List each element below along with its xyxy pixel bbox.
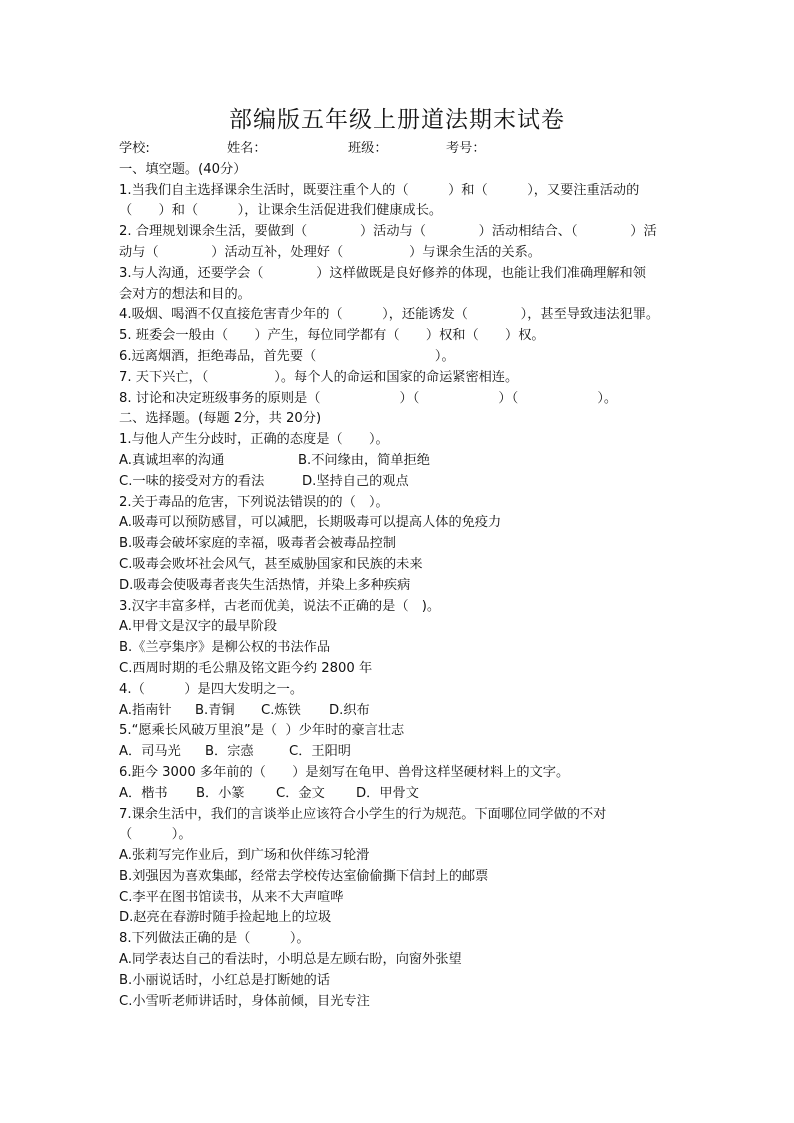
class-label: 班级： — [348, 141, 388, 156]
question-5-options — [119, 742, 679, 763]
option-d: D.坚持自己的观点 — [302, 473, 409, 489]
page-title: 部编版五年级上册道法期末试卷 — [229, 107, 565, 133]
option-b: B.小丽说话时，小红总是打断她的话 — [119, 972, 331, 988]
fill-line: 会对方的想法和目的。 — [119, 286, 251, 302]
question-1-options-cd — [119, 472, 679, 493]
option-d: D．甲骨文 — [356, 785, 419, 801]
option-c: C.吸毒会败坏社会风气，甚至威胁国家和民族的未来 — [119, 556, 423, 572]
option-b: B.青铜 — [195, 702, 235, 718]
question-4-stem: 4.（ ）是四大发明之一。 — [119, 681, 304, 697]
option-b: B.《兰亭集序》是柳公权的书法作品 — [119, 640, 331, 656]
exam-content — [119, 139, 679, 1012]
question-1-stem: 1.与他人产生分歧时，正确的态度是（ ）。 — [119, 432, 389, 448]
question-4-options — [119, 701, 679, 722]
option-a: A．楷书 — [119, 785, 168, 801]
option-a: A.同学表达自己的看法时，小明总是左顾右盼，向窗外张望 — [119, 952, 462, 968]
option-a: A.真诚坦率的沟通 — [119, 452, 225, 468]
fill-line: 6.远离烟酒，拒绝毒品，首先要（ ）。 — [119, 348, 455, 364]
question-6-options — [119, 784, 679, 805]
question-8-stem: 8.下列做法正确的是（ ）。 — [119, 931, 310, 947]
option-c: C.李平在图书馆读书，从来不大声喧哗 — [119, 889, 344, 905]
option-c: C.炼铁 — [261, 702, 301, 718]
question-6-stem: 6.距今 3000 多年前的（ ）是刻写在龟甲、兽骨这样坚硬材料上的文字。 — [119, 764, 570, 780]
question-7-stem: 7.课余生活中，我们的言谈举止应该符合小学生的行为规范。下面哪位同学做的不对 — [119, 806, 607, 822]
option-d: D.吸毒会使吸毒者丧失生活热情，并染上多种疾病 — [119, 577, 411, 593]
fill-line: （ ）和（ ），让课余生活促进我们健康成长。 — [119, 203, 443, 219]
option-b: B．宗悫 — [205, 744, 254, 760]
fill-line: 1.当我们自主选择课余生活时，既要注重个人的（ ）和（ ），又要注重活动的 — [119, 182, 640, 198]
fill-line: 8. 讨论和决定班级事务的原则是（ ）（ ）（ ）。 — [119, 390, 618, 406]
option-d: D.赵亮在春游时随手捡起地上的垃圾 — [119, 910, 332, 926]
question-3-stem: 3.汉字丰富多样，古老而优美，说法不正确的是（ )。 — [119, 598, 441, 614]
question-1-options-ab — [119, 451, 679, 472]
option-a: A．司马光 — [119, 744, 181, 760]
option-b: B.不问缘由，简单拒绝 — [298, 452, 430, 468]
option-c: C．王阳明 — [289, 744, 351, 760]
option-a: A.张莉写完作业后，到广场和伙伴练习轮滑 — [119, 848, 370, 864]
fill-line: 7. 天下兴亡，（ ）。每个人的命运和国家的命运紧密相连。 — [119, 369, 519, 385]
option-c: C.西周时期的毛公鼎及铭文距今约 2800 年 — [119, 660, 373, 676]
section1-heading: 一、填空题。(40分） — [119, 161, 247, 177]
school-label: 学校: — [119, 141, 150, 156]
fill-line: 4.吸烟、喝酒不仅直接危害青少年的（ ），还能诱发（ ），甚至导致违法犯罪。 — [119, 307, 660, 323]
option-c: C.一味的接受对方的看法 — [119, 473, 265, 489]
option-b: B．小篆 — [196, 785, 245, 801]
option-c: C.小雪听老师讲话时，身体前倾，目光专注 — [119, 993, 370, 1009]
question-5-stem: 5.“愿乘长风破万里浪”是（ ）少年时的豪言壮志 — [119, 723, 405, 739]
fill-line: 3.与人沟通，还要学会（ ）这样做既是良好修养的体现，也能让我们准确理解和领 — [119, 265, 646, 281]
name-label: 姓名： — [227, 141, 267, 156]
option-b: B.刘强因为喜欢集邮，经常去学校传达室偷偷撕下信封上的邮票 — [119, 868, 489, 884]
option-a: A.甲骨文是汉字的最早阶段 — [119, 619, 278, 635]
question-7-stem-cont: （ ）。 — [119, 827, 192, 843]
fill-line: 5. 班委会一般由（ ）产生，每位同学都有（ ）权和（ ）权。 — [119, 328, 545, 344]
question-2-stem: 2.关于毒品的危害，下列说法错误的的（ ）。 — [119, 494, 389, 510]
option-d: D.织布 — [329, 702, 370, 718]
option-a: A.指南针 — [119, 702, 172, 718]
option-b: B.吸毒会破坏家庭的幸福，吸毒者会被毒品控制 — [119, 536, 396, 552]
fill-line: 2. 合理规划课余生活，要做到（ ）活动与（ ）活动相结合、（ ）活 — [119, 224, 657, 240]
fill-line: 动与（ ）活动互补，处理好（ ）与课余生活的关系。 — [119, 244, 541, 260]
option-c: C．金文 — [276, 785, 325, 801]
exam-number-label: 考号： — [446, 141, 486, 156]
option-a: A.吸毒可以预防感冒，可以减肥，长期吸毒可以提高人体的免疫力 — [119, 515, 502, 531]
student-info-row — [119, 139, 679, 160]
section2-heading: 二、选择题。(每题 2分，共 20分) — [119, 411, 322, 427]
